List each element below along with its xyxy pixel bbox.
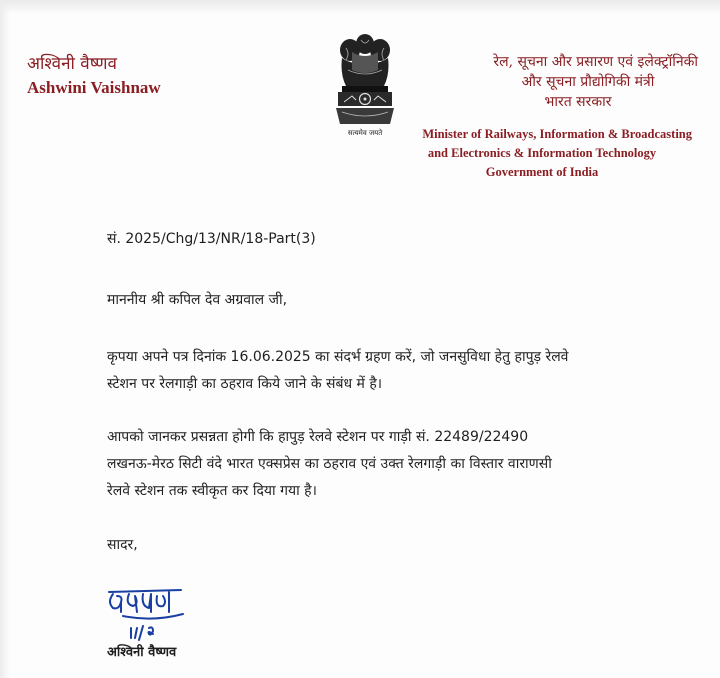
closing: सादर, — [107, 537, 138, 553]
office-hindi-line-2: और सूचना प्रौद्योगिकी मंत्री — [521, 74, 655, 90]
paragraph-2 — [107, 424, 552, 505]
paragraph-2-line-3: रेलवे स्टेशन तक स्वीकृत कर दिया गया है। — [107, 483, 317, 499]
page-edge-shadow — [0, 0, 720, 14]
office-english-line-1: Minister of Railways, Information & Broadcasting — [422, 127, 692, 141]
office-english-line-2: and Electronics & Information Technology — [427, 146, 657, 160]
minister-name-hindi: अश्विनी वैष्णव — [27, 54, 117, 74]
handwritten-signature — [103, 582, 193, 642]
paragraph-1-line-2: स्टेशन पर रेलगाड़ी का ठहराव किये जाने के संबंध में है। — [107, 376, 383, 392]
office-english-line-3: Government of India — [485, 165, 599, 179]
minister-name-english: Ashwini Vaishnaw — [27, 78, 161, 97]
reference-number: सं. 2025/Chg/13/NR/18-Part(3) — [107, 231, 316, 247]
page-left-shadow — [0, 0, 10, 678]
paragraph-2-line-2: लखनऊ-मेरठ सिटी वंदे भारत एक्सप्रेस का ठहराव एवं उक्त रेलगाड़ी का विस्तार वाराणसी — [107, 456, 552, 472]
paragraph-1 — [107, 344, 568, 398]
office-hindi-line-1: रेल, सूचना और प्रसारण एवं इलेक्ट्रॉनिकी — [493, 54, 698, 70]
signer-name: अश्विनी वैष्णव — [107, 645, 177, 660]
salutation: माननीय श्री कपिल देव अग्रवाल जी, — [107, 292, 288, 308]
national-emblem-icon — [328, 30, 402, 132]
office-hindi-line-3: भारत सरकार — [544, 94, 612, 110]
emblem-motto: सत्यमेव जयते — [347, 129, 383, 137]
paragraph-2-line-1: आपको जानकर प्रसन्नता होगी कि हापुड़ रेलवे स्टेशन पर गाड़ी सं. 22489/22490 — [107, 429, 529, 445]
office-title-hindi — [428, 52, 698, 112]
paragraph-1-line-1: कृपया अपने पत्र दिनांक 16.06.2025 का संदर्भ ग्रहण करें, जो जनसुविधा हेतु हापुड़ रेलवे — [107, 349, 569, 365]
office-title-english — [392, 125, 692, 182]
